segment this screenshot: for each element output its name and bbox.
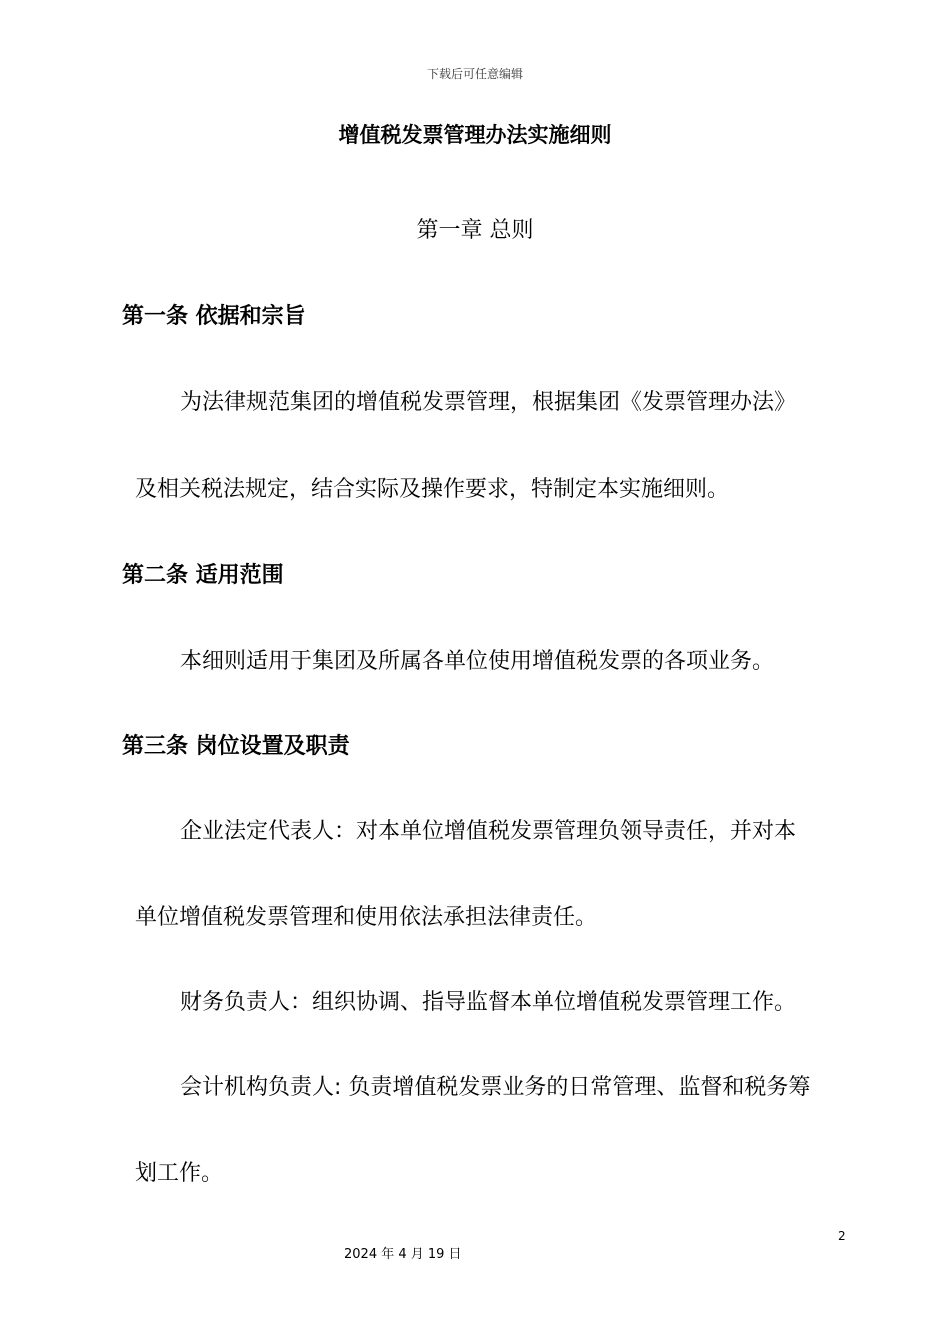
article-2-heading: 第二条 适用范围 xyxy=(122,563,284,588)
article-3-line-5: 划工作。 xyxy=(135,1161,224,1186)
footer-date: 2024 年 4 月 19 日 xyxy=(344,1247,462,1262)
article-3-line-4: 会计机构负责人: 负责增值税发票业务的日常管理、监督和税务筹 xyxy=(180,1075,811,1100)
article-1-line-2: 及相关税法规定，结合实际及操作要求，特制定本实施细则。 xyxy=(135,477,730,502)
article-3-heading: 第三条 岗位设置及职责 xyxy=(122,734,350,759)
article-3-line-2: 单位增值税发票管理和使用依法承担法律责任。 xyxy=(135,905,598,930)
chapter-heading: 第一章 总则 xyxy=(416,218,534,243)
article-1-heading: 第一条 依据和宗旨 xyxy=(122,304,306,329)
article-2-line-1: 本细则适用于集团及所属各单位使用增值税发票的各项业务。 xyxy=(180,649,775,674)
article-3-line-3: 财务负责人：组织协调、指导监督本单位增值税发票管理工作。 xyxy=(180,990,797,1015)
header-note: 下载后可任意编辑 xyxy=(426,67,523,81)
document-title: 增值税发票管理办法实施细则 xyxy=(338,123,612,147)
page-number: 2 xyxy=(838,1229,846,1243)
article-3-line-1: 企业法定代表人：对本单位增值税发票管理负领导责任，并对本 xyxy=(180,819,797,844)
article-1-line-1: 为法律规范集团的增值税发票管理，根据集团《发票管理办法》 xyxy=(180,390,797,415)
